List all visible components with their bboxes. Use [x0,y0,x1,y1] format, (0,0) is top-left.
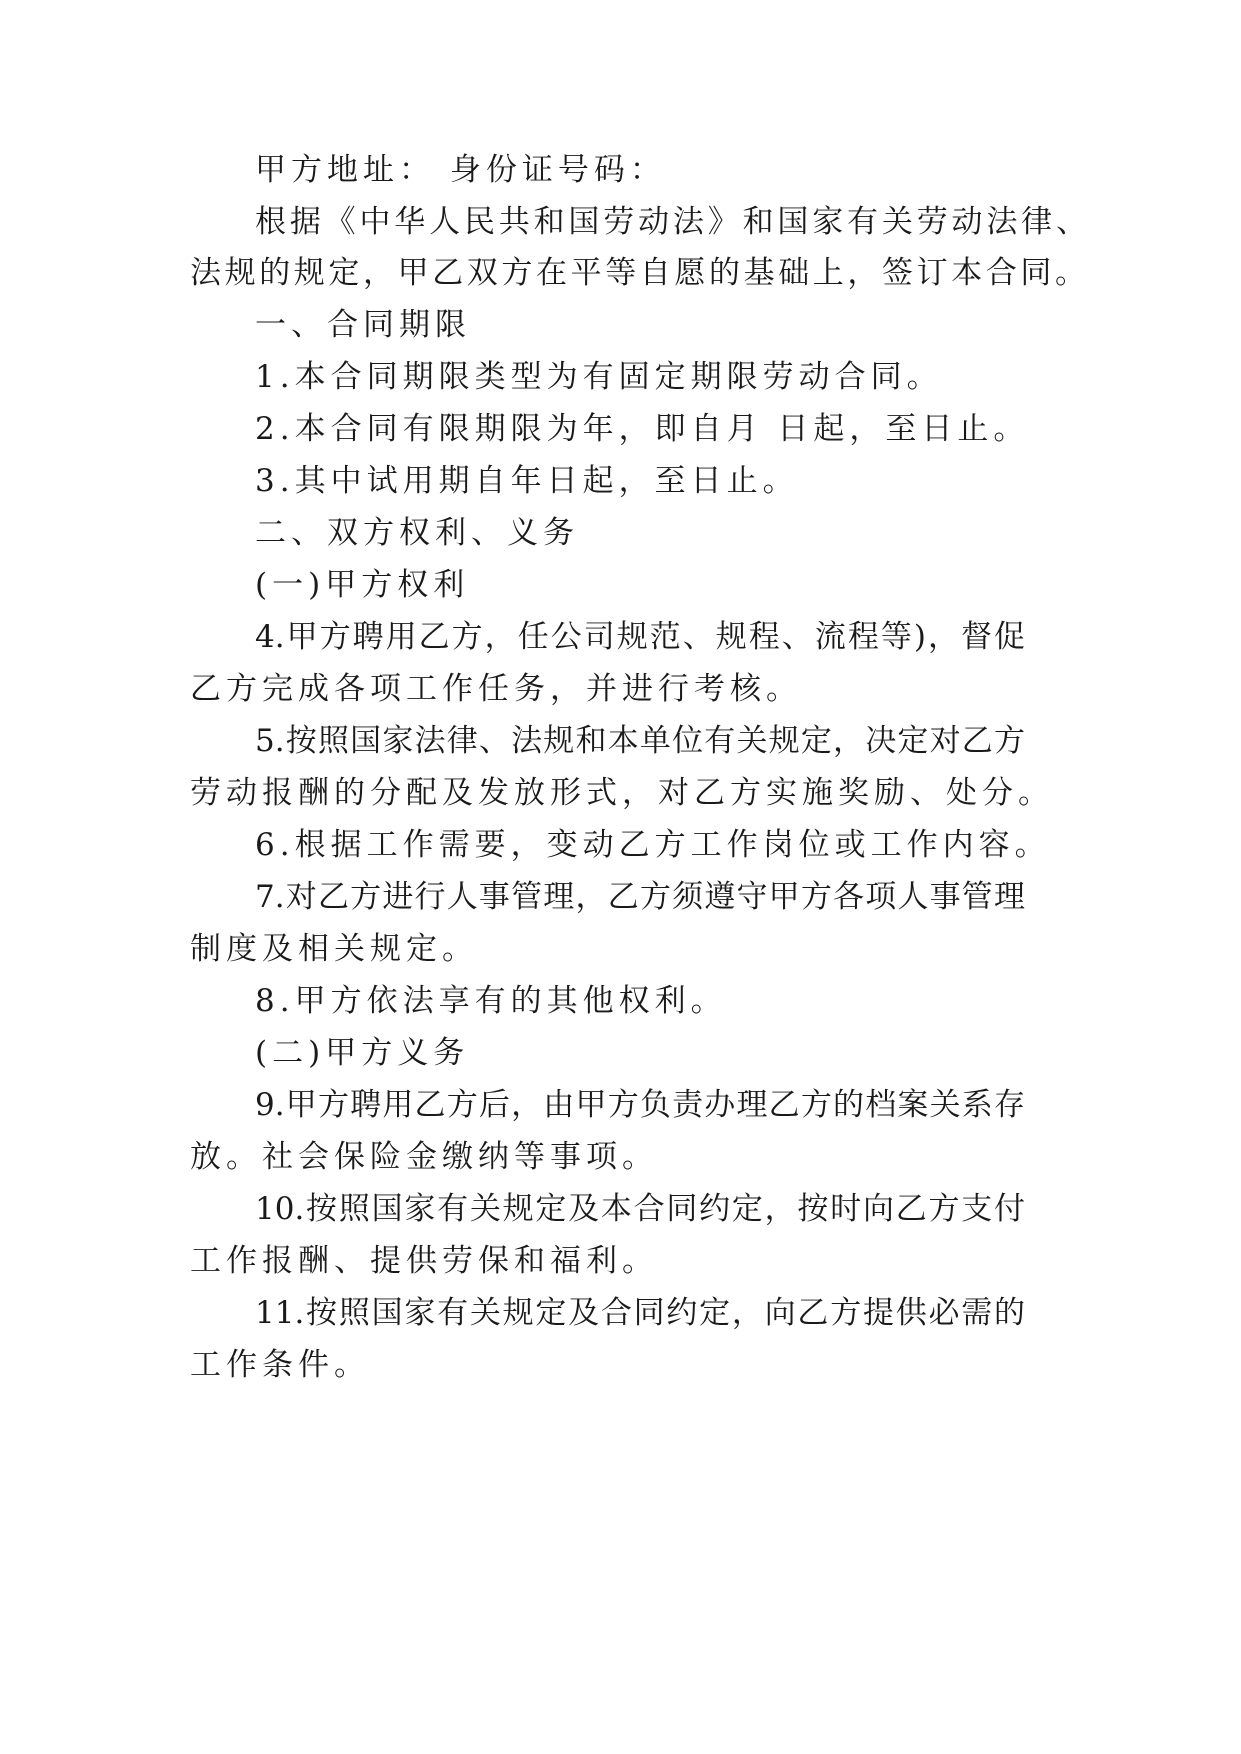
clause-7-line-1: 7.对乙方进行人事管理，乙方须遵守甲方各项人事管理 [255,879,1025,915]
clause-4-line-2: 乙方完成各项工作任务，并进行考核。 [190,671,802,707]
clause-6: 6.根据工作需要，变动乙方工作岗位或工作内容。 [255,827,1051,863]
clause-9-line-2: 放。社会保险金缴纳等事项。 [190,1139,658,1175]
subsection-heading-party-a-obligations: (二)甲方义务 [255,1035,470,1071]
clause-9-line-1: 9.甲方聘用乙方后，由甲方负责办理乙方的档案关系存 [255,1087,1025,1123]
clause-7-line-2: 制度及相关规定。 [190,931,478,967]
clause-11-line-2: 工作条件。 [190,1347,370,1383]
party-a-address-line: 甲方地址： 身份证号码： [255,152,666,188]
clause-11-line-1: 11.按照国家有关规定及合同约定，向乙方提供必需的 [255,1295,1025,1331]
clause-10-line-2: 工作报酬、提供劳保和福利。 [190,1243,658,1279]
clause-3: 3.其中试用期自年日起，至日止。 [255,463,799,499]
clause-2: 2.本合同有限期限为年，即自月 日起，至日止。 [255,411,1030,447]
clause-4-line-1: 4.甲方聘用乙方，任公司规范、规程、流程等)，督促 [255,619,1025,655]
section-heading-term: 一、合同期限 [255,307,471,343]
clause-1: 1.本合同期限类型为有固定期限劳动合同。 [255,359,943,395]
section-heading-rights-obligations: 二、双方权利、义务 [255,515,579,551]
clause-5-line-2: 劳动报酬的分配及发放形式，对乙方实施奖励、处分。 [190,775,1054,811]
clause-8: 8.甲方依法享有的其他权利。 [255,983,727,1019]
preamble-line-2: 法规的规定，甲乙双方在平等自愿的基础上，签订本合同。 [190,255,1086,291]
clause-10-line-1: 10.按照国家有关规定及本合同约定，按时向乙方支付 [255,1191,1025,1227]
preamble-line-1: 根据《中华人民共和国劳动法》和国家有关劳动法律、 [255,204,1087,240]
subsection-heading-party-a-rights: (一)甲方权利 [255,567,470,603]
clause-5-line-1: 5.按照国家法律、法规和本单位有关规定，决定对乙方 [255,723,1025,759]
